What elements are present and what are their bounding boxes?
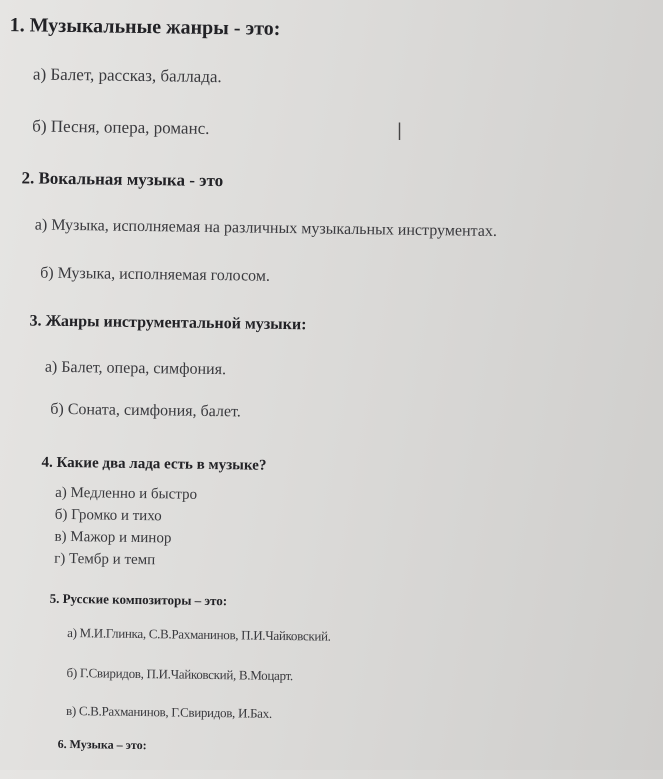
question-4-option-d: г) Тембр и темп [54,550,156,569]
question-4-title: 4. Какие два лада есть в музыке? [41,454,267,474]
question-4-option-a: а) Медленно и быстро [55,484,198,503]
question-5-option-c: в) С.В.Рахманинов, Г.Свиридов, И.Бах. [65,702,272,721]
question-4-option-b: б) Громко и тихо [54,506,162,525]
question-3-option-a: а) Балет, опера, симфония. [44,358,227,379]
question-1-option-a: а) Балет, рассказ, баллада. [32,64,222,87]
question-3-option-b: б) Соната, симфония, балет. [50,400,241,421]
question-1-title: 1. Музыкальные жанры - это: [9,14,281,40]
question-2-option-b: б) Музыка, исполняемая голосом. [40,264,271,285]
question-5-option-a: а) М.И.Глинка, С.В.Рахманинов, П.И.Чайковский. [67,625,331,644]
question-5-title: 5. Русские композиторы – это: [49,590,228,609]
question-1-option-b: б) Песня, опера, романс. [32,116,210,138]
question-4-option-c: в) Мажор и минор [54,528,172,547]
text-cursor-icon: I [397,118,402,146]
question-3-title: 3. Жанры инструментальной музыки: [29,312,307,334]
question-5-option-b: б) Г.Свиридов, П.И.Чайковский, В.Моцарт. [66,664,294,684]
question-2-option-a: а) Музыка, исполняемая на различных музыкальных инструментах. [34,216,498,240]
question-6-title: 6. Музыка – это: [57,736,147,753]
question-2-title: 2. Вокальная музыка - это [21,168,224,191]
